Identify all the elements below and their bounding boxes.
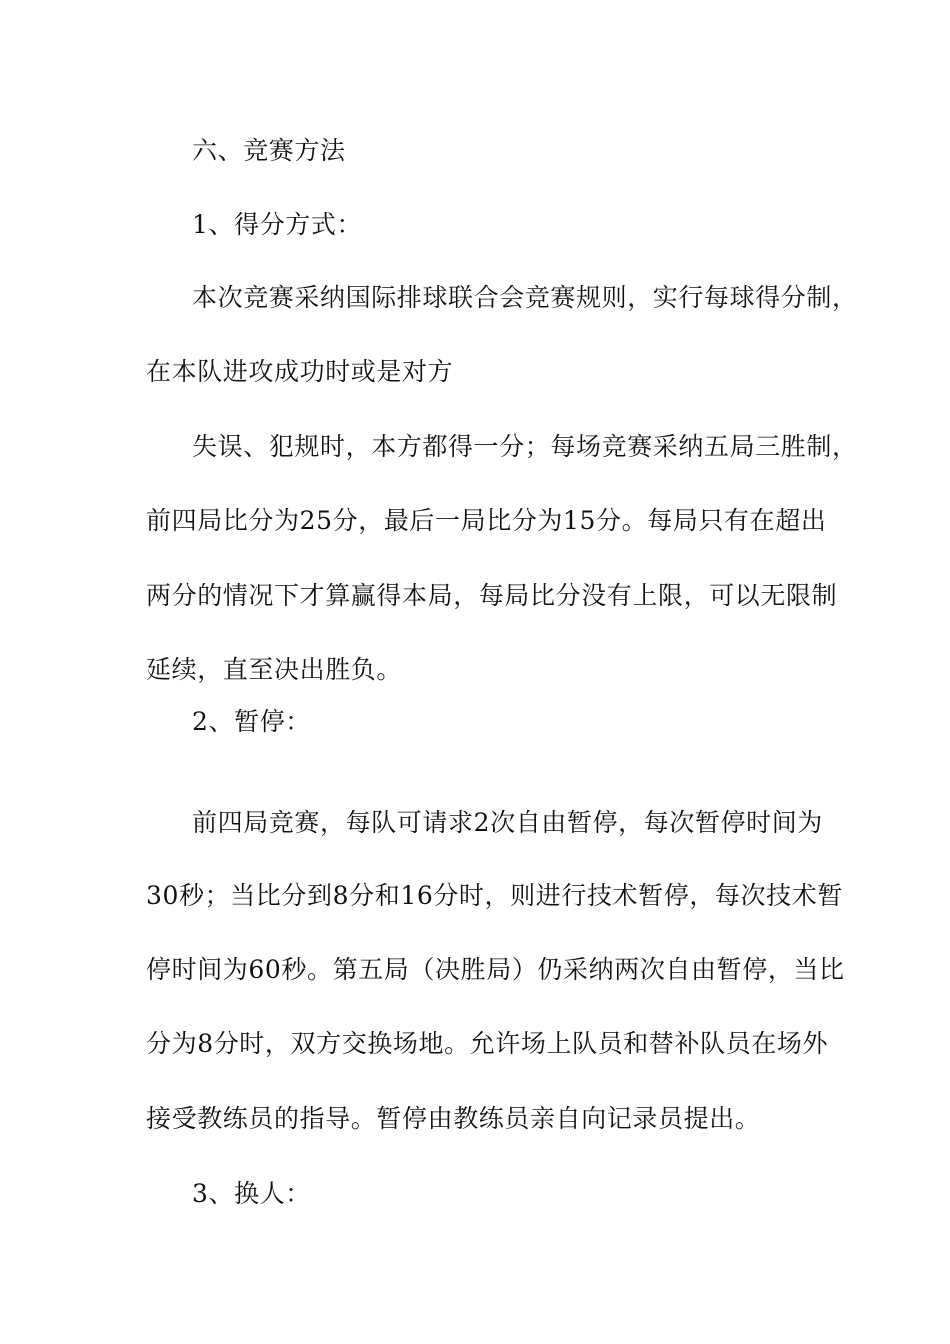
paragraph-line: 接受教练员的指导。暂停由教练员亲自向记录员提出。 (146, 1104, 761, 1133)
paragraph-line: 本次竞赛采纳国际排球联合会竞赛规则，实行每球得分制， (192, 283, 858, 312)
paragraph-line: 两分的情况下才算赢得本局，每局比分没有上限，可以无限制 (146, 581, 838, 610)
subsection-heading-scoring: 1、得分方式： (192, 210, 363, 239)
section-heading: 六、竞赛方法 (192, 136, 346, 165)
paragraph-line: 在本队进攻成功时或是对方 (146, 357, 454, 386)
paragraph-line: 30秒；当比分到8分和16分时，则进行技术暂停，每次技术暂 (146, 881, 843, 910)
paragraph-line: 前四局竞赛，每队可请求2次自由暂停，每次暂停时间为 (192, 808, 823, 837)
paragraph-line: 停时间为60秒。第五局（决胜局）仍采纳两次自由暂停，当比 (146, 955, 845, 984)
paragraph-line: 延续，直至决出胜负。 (146, 655, 403, 684)
paragraph-line: 失误、犯规时，本方都得一分；每场竞赛采纳五局三胜制， (192, 432, 858, 461)
paragraph-line: 前四局比分为25分，最后一局比分为15分。每局只有在超出 (146, 506, 827, 535)
paragraph-line: 分为8分时，双方交换场地。允许场上队员和替补队员在场外 (146, 1029, 829, 1058)
subsection-heading-substitution: 3、换人： (192, 1179, 311, 1208)
subsection-heading-timeout: 2、暂停： (192, 707, 311, 736)
